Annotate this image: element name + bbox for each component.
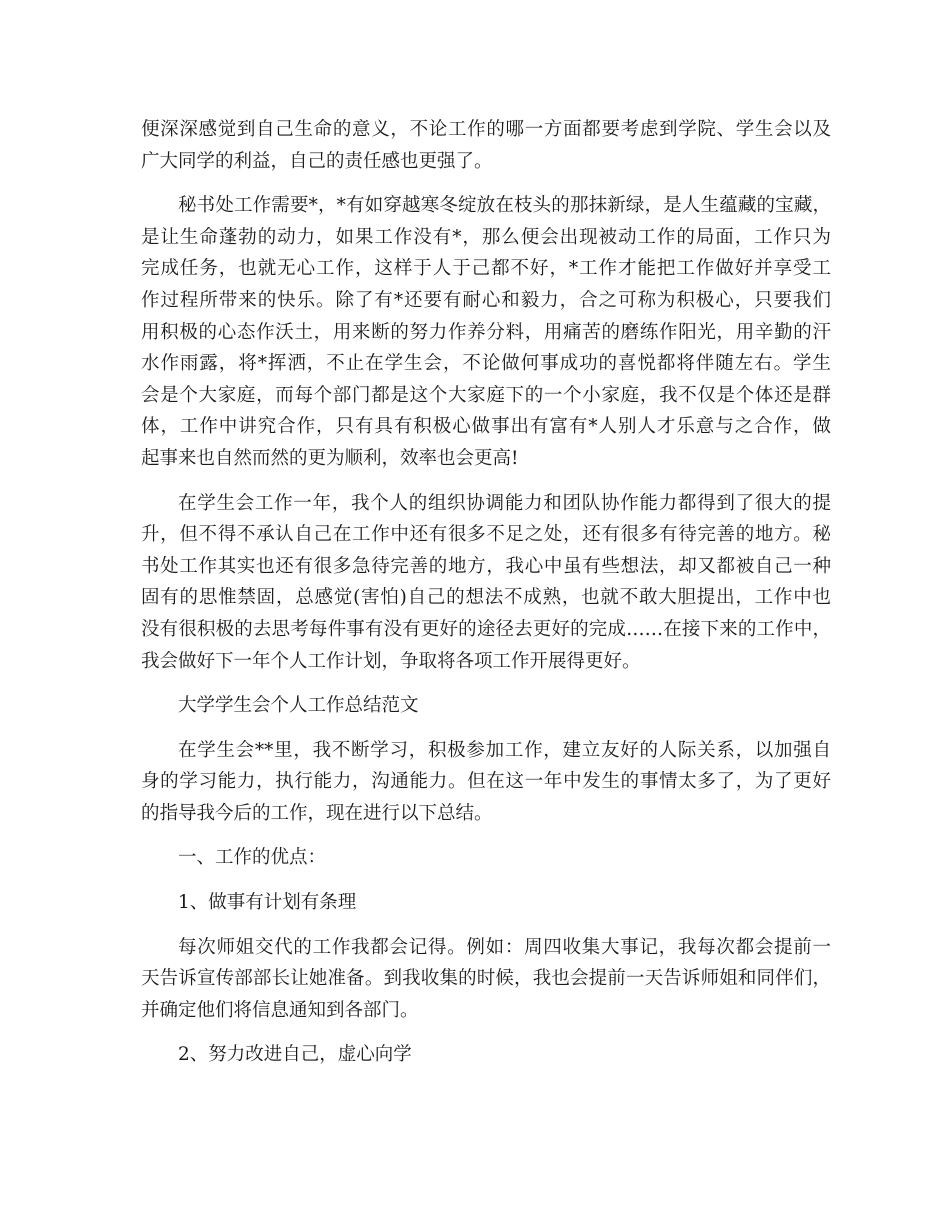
text-line: 水作雨露，将*挥洒，不止在学生会，不论做何事成功的喜悦都将伴随左右。学生 [141,353,831,375]
text-line: 2、努力改进自己，虚心向学 [178,1044,412,1066]
paragraph [141,488,831,678]
text-line: 是让生命蓬勃的动力，如果工作没有*，那么便会出现被动工作的局面，工作只为 [141,226,831,248]
text-line: 大学学生会个人工作总结范文 [178,695,419,717]
paragraph [141,114,831,177]
paragraph [141,932,831,1027]
text-line: 固有的思惟禁固，总感觉(害怕)自己的想法不成熟，也就不敢大胆提出，工作中也 [141,587,831,609]
text-line: 完成任务，也就无心工作，这样于人于己都不好，*工作才能把工作做好并享受工 [141,258,831,280]
text-line: 天告诉宣传部部长让她准备。到我收集的时候，我也会提前一天告诉师姐和同伴们， [141,968,831,990]
text-line: 作过程所带来的快乐。除了有*还要有耐心和毅力，合之可称为积极心，只要我们 [141,289,831,311]
text-line: 书处工作其实也还有很多急待完善的地方，我心中虽有些想法，却又都被自己一种 [141,555,831,577]
list-item [141,1039,831,1071]
text-line: 在学生会**里，我不断学习，积极参加工作，建立友好的人际关系，以加强自 [178,739,831,761]
list-item [141,887,831,919]
text-line: 1、做事有计划有条理 [178,892,357,914]
document-body [141,114,831,1071]
paragraph [141,190,831,474]
text-line: 在学生会工作一年，我个人的组织协调能力和团队协作能力都得到了很大的提 [178,492,831,514]
section-heading [141,690,831,722]
text-line: 秘书处工作需要*，*有如穿越寒冬绽放在枝头的那抹新绿，是人生蕴藏的宝藏， [178,195,831,217]
text-line: 用积极的心态作沃土，用来断的努力作养分料，用痛苦的磨练作阳光，用辛勤的汗 [141,321,831,343]
text-line: 的指导我今后的工作，现在进行以下总结。 [141,802,493,824]
text-line: 并确定他们将信息通知到各部门。 [141,999,419,1021]
text-line: 没有很积极的去思考每件事有没有更好的途径去更好的完成……在接下来的工作中， [141,618,831,640]
text-line: 升，但不得不承认自己在工作中还有很多不足之处，还有很多有待完善的地方。秘 [141,524,831,546]
text-line: 广大同学的利益，自己的责任感也更强了。 [141,150,493,172]
text-line: 起事来也自然而然的更为顺利，效率也会更高! [141,447,519,469]
paragraph [141,735,831,830]
text-line: 每次师姐交代的工作我都会记得。例如：周四收集大事记，我每次都会提前一 [178,936,831,958]
text-line: 身的学习能力，执行能力，沟通能力。但在这一年中发生的事情太多了，为了更好 [141,771,831,793]
text-line: 便深深感觉到自己生命的意义，不论工作的哪一方面都要考虑到学院、学生会以及 [141,119,831,140]
text-line: 我会做好下一年个人工作计划，争取将各项工作开展得更好。 [141,650,641,672]
text-line: 一、工作的优点： [178,847,327,869]
text-line: 会是个大家庭，而每个部门都是这个大家庭下的一个小家庭，我不仅是个体还是群 [141,384,831,406]
text-line: 体，工作中讲究合作，只有具有积极心做事出有富有*人别人才乐意与之合作，做 [141,416,831,438]
list-heading [141,842,831,874]
